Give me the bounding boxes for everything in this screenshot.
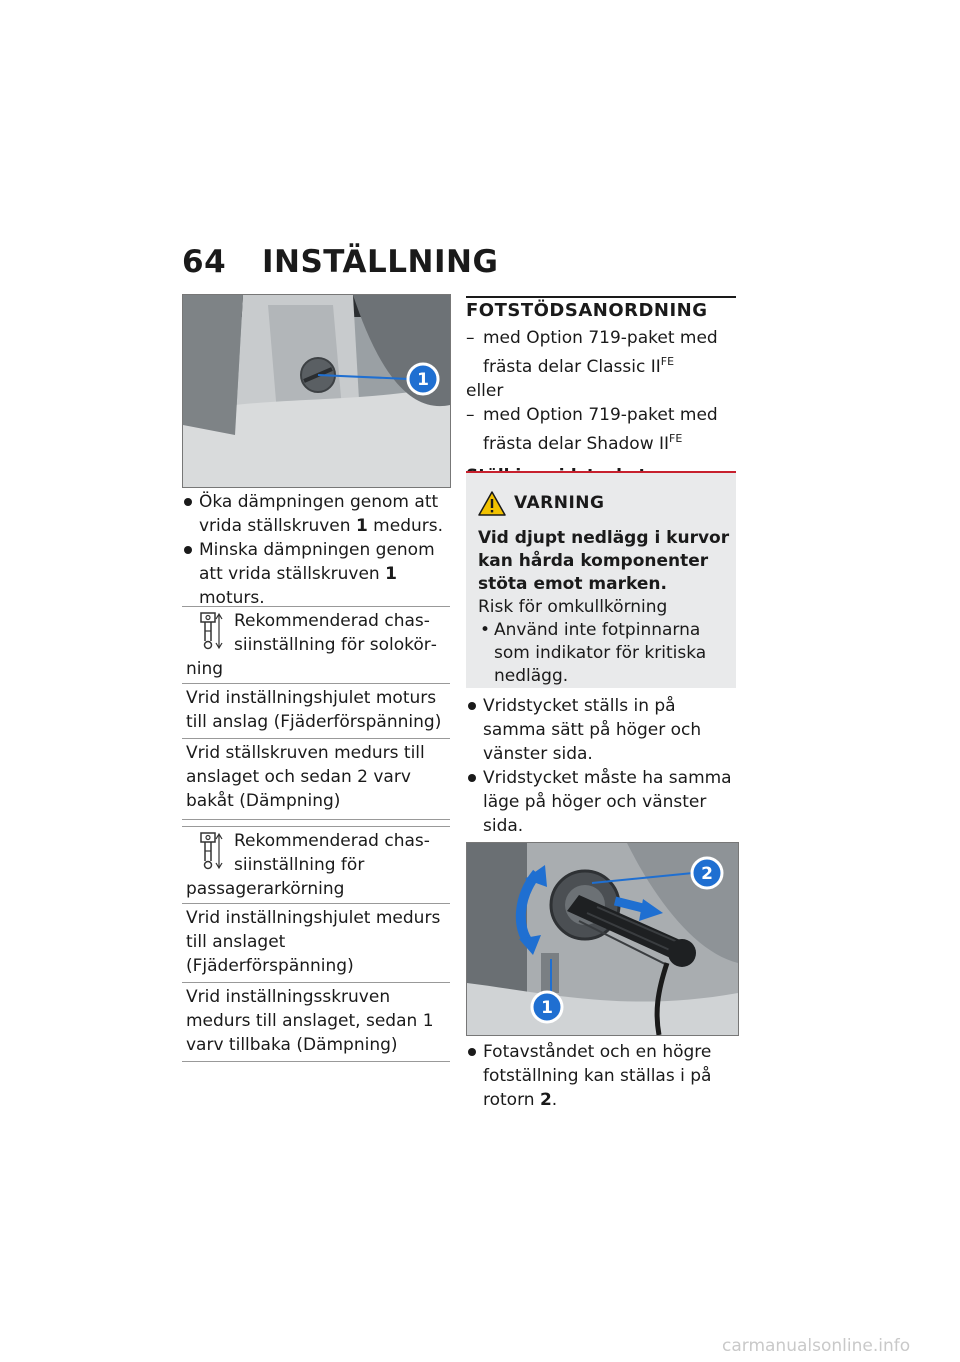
page-number: 64	[182, 244, 227, 280]
table-row: Vrid inställningshjulet moturs till anslag (Fjäderförspänning)	[182, 684, 450, 739]
figure1-callout-1: 1	[417, 370, 429, 390]
list-item: – med Option 719-paket med frästa delar Classic $II^{FE}$	[466, 326, 736, 379]
watermark-link[interactable]: carmanualsonline.info	[722, 1336, 911, 1356]
chapter-title: INSTÄLLNING	[262, 244, 499, 280]
warning-triangle-icon	[478, 491, 506, 520]
option-list	[466, 326, 736, 488]
suspension-settings-icon	[186, 609, 230, 653]
damping-adjuster-photo	[182, 294, 451, 488]
table-row: Vrid inställningshjulet medurs till anslaget (Fjäderförspänning)	[182, 904, 450, 983]
footrest-instructions	[466, 694, 736, 838]
table-row: Vrid ställskruven medurs till anslaget och sedan 2 varv bakåt (Dämpning)	[182, 739, 450, 820]
footrest-adjuster-photo	[466, 842, 739, 1036]
warning-label: VARNING	[514, 493, 605, 513]
table-row: Rekommenderad chassiinställning för solokörning	[182, 607, 450, 684]
warning-risk: Risk för omkullkörning	[478, 597, 668, 617]
warning-text	[478, 527, 730, 688]
section-title: FOTSTÖDSANORDNING	[466, 296, 736, 321]
suspension-settings-icon	[186, 829, 230, 873]
list-item: Vridstycket ställs in på samma sätt på höger och vänster sida.	[466, 694, 736, 766]
figure2-callout-2: 2	[701, 864, 713, 884]
list-item: Öka dämpningen genom att vrida ställskruven 1 medurs.	[182, 490, 450, 538]
table-row: Rekommenderad chassiinställning för passagerarkörning	[182, 826, 450, 904]
warning-headline: Vid djupt nedlägg i kurvor kan hårda komponenter stöta emot marken.	[478, 528, 730, 594]
damping-instructions	[182, 490, 450, 610]
warning-box	[466, 471, 736, 688]
list-item: Vridstycket måste ha samma läge på höger och vänster sida.	[466, 766, 736, 838]
or-label: eller	[466, 381, 504, 401]
table-row: Vrid inställningsskruven medurs till anslaget, sedan 1 varv tillbaka (Dämpning)	[182, 983, 450, 1062]
footrest-adjuster-illustration	[467, 843, 738, 1035]
list-item: – med Option 719-paket med frästa delar Shadow $II^{FE}$	[466, 403, 736, 456]
warning-bullet: • Använd inte fotpinnarna som indikator för kritiska nedlägg.	[480, 620, 707, 686]
figure2-callout-1: 1	[541, 998, 553, 1018]
page-header	[182, 244, 498, 280]
damping-adjuster-illustration	[183, 295, 450, 487]
list-item: Fotavståndet och en högre fotställning kan ställas i på rotorn 2.	[466, 1040, 736, 1112]
rotor-instruction	[466, 1040, 736, 1112]
list-item: Minska dämpningen genom att vrida ställskruven 1 moturs.	[182, 538, 450, 610]
chassis-settings-table	[182, 606, 450, 1062]
